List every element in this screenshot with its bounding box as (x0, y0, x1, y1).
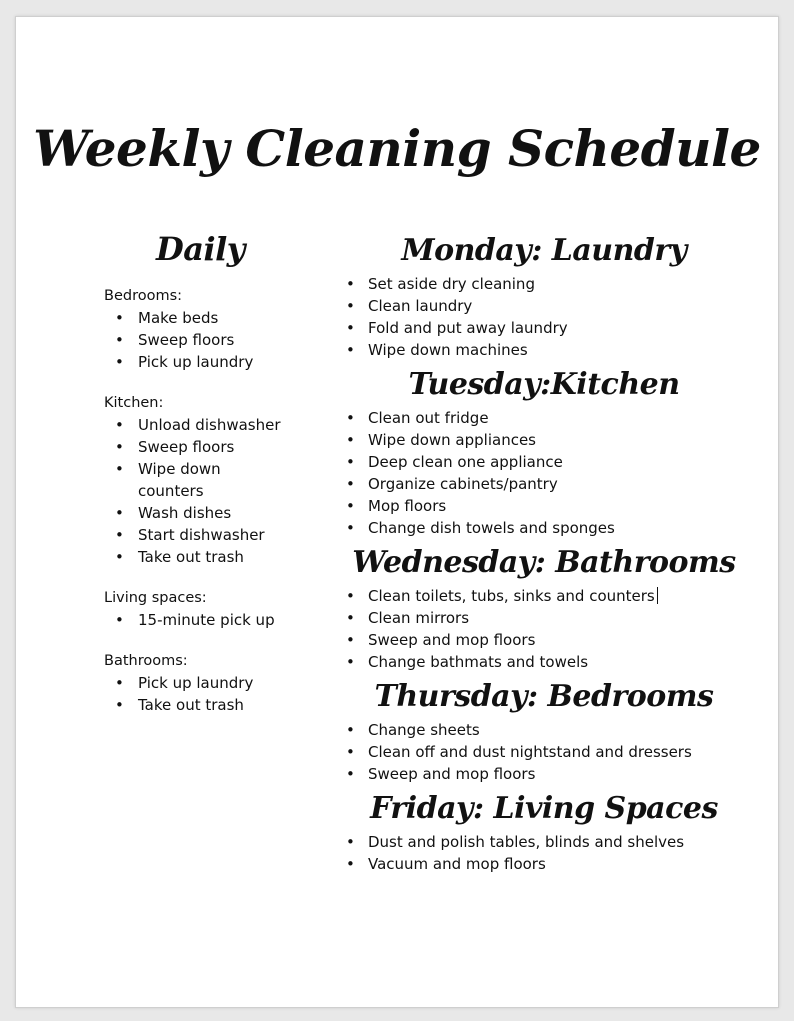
list-item: • Dust and polish tables, blinds and shelves (338, 831, 754, 853)
list-item: • Wipe down appliances (338, 429, 754, 451)
list-item: • Mop floors (338, 495, 754, 517)
list-item: • Start dishwasher (104, 524, 324, 546)
list-item: • Organize cabinets/pantry (338, 473, 754, 495)
day-heading: Tuesday:Kitchen (408, 367, 680, 402)
list-item: • Take out trash (104, 546, 324, 568)
list-item: • Fold and put away laundry (338, 317, 754, 339)
list-item: • Change sheets (338, 719, 754, 741)
daily-group-bathrooms (104, 650, 324, 716)
task-list (338, 407, 754, 539)
daily-heading: Daily (156, 230, 245, 268)
list-item: • Clean mirrors (338, 607, 754, 629)
list-item[interactable] (338, 585, 754, 607)
day-heading: Thursday: Bedrooms (374, 679, 714, 714)
list-item: • Make beds (104, 307, 324, 329)
list-item: • 15-minute pick up (104, 609, 324, 631)
daily-group-bedrooms (104, 285, 324, 373)
day-heading: Friday: Living Spaces (370, 791, 718, 826)
list-item: • Pick up laundry (104, 351, 324, 373)
daily-group-kitchen (104, 392, 324, 568)
list-item: • Pick up laundry (104, 672, 324, 694)
task-list (104, 307, 324, 373)
list-item: • Take out trash (104, 694, 324, 716)
daily-group-living-spaces (104, 587, 324, 631)
list-item: • Wipe down machines (338, 339, 754, 361)
group-label: Bathrooms: (104, 653, 188, 669)
task-list (338, 585, 754, 673)
list-item: • Change bathmats and towels (338, 651, 754, 673)
list-item-text: Clean toilets, tubs, sinks and counters (368, 587, 655, 605)
list-item: • Unload dishwasher (104, 414, 324, 436)
list-item: • Change dish towels and sponges (338, 517, 754, 539)
list-item: • Vacuum and mop floors (338, 853, 754, 875)
group-label: Living spaces: (104, 590, 207, 606)
task-list (104, 609, 324, 631)
group-label: Kitchen: (104, 395, 164, 411)
task-list (104, 672, 324, 716)
list-item: • Clean laundry (338, 295, 754, 317)
list-item: • Clean out fridge (338, 407, 754, 429)
list-item: • Deep clean one appliance (338, 451, 754, 473)
task-list (338, 719, 754, 785)
list-item: • Wash dishes (104, 502, 324, 524)
weekly-column (334, 229, 754, 877)
list-item: • Clean off and dust nightstand and dressers (338, 741, 754, 763)
day-section-thursday (334, 675, 754, 785)
task-list (104, 414, 324, 568)
day-section-tuesday (334, 363, 754, 539)
day-heading: Wednesday: Bathrooms (352, 545, 736, 580)
day-heading: Monday: Laundry (401, 233, 687, 268)
list-item: • Wipe down counters (104, 458, 228, 502)
group-label: Bedrooms: (104, 288, 183, 304)
page-title: Weekly Cleaning Schedule (33, 119, 761, 178)
list-item: • Sweep floors (104, 436, 324, 458)
list-item: • Sweep and mop floors (338, 629, 754, 651)
list-item: • Sweep and mop floors (338, 763, 754, 785)
task-list (338, 831, 754, 875)
day-section-friday (334, 787, 754, 875)
text-cursor (657, 587, 658, 604)
document-page (15, 16, 779, 1008)
list-item: • Sweep floors (104, 329, 324, 351)
day-section-monday (334, 229, 754, 361)
day-section-wednesday (334, 541, 754, 673)
task-list (338, 273, 754, 361)
daily-column (104, 229, 324, 735)
list-item: • Set aside dry cleaning (338, 273, 754, 295)
